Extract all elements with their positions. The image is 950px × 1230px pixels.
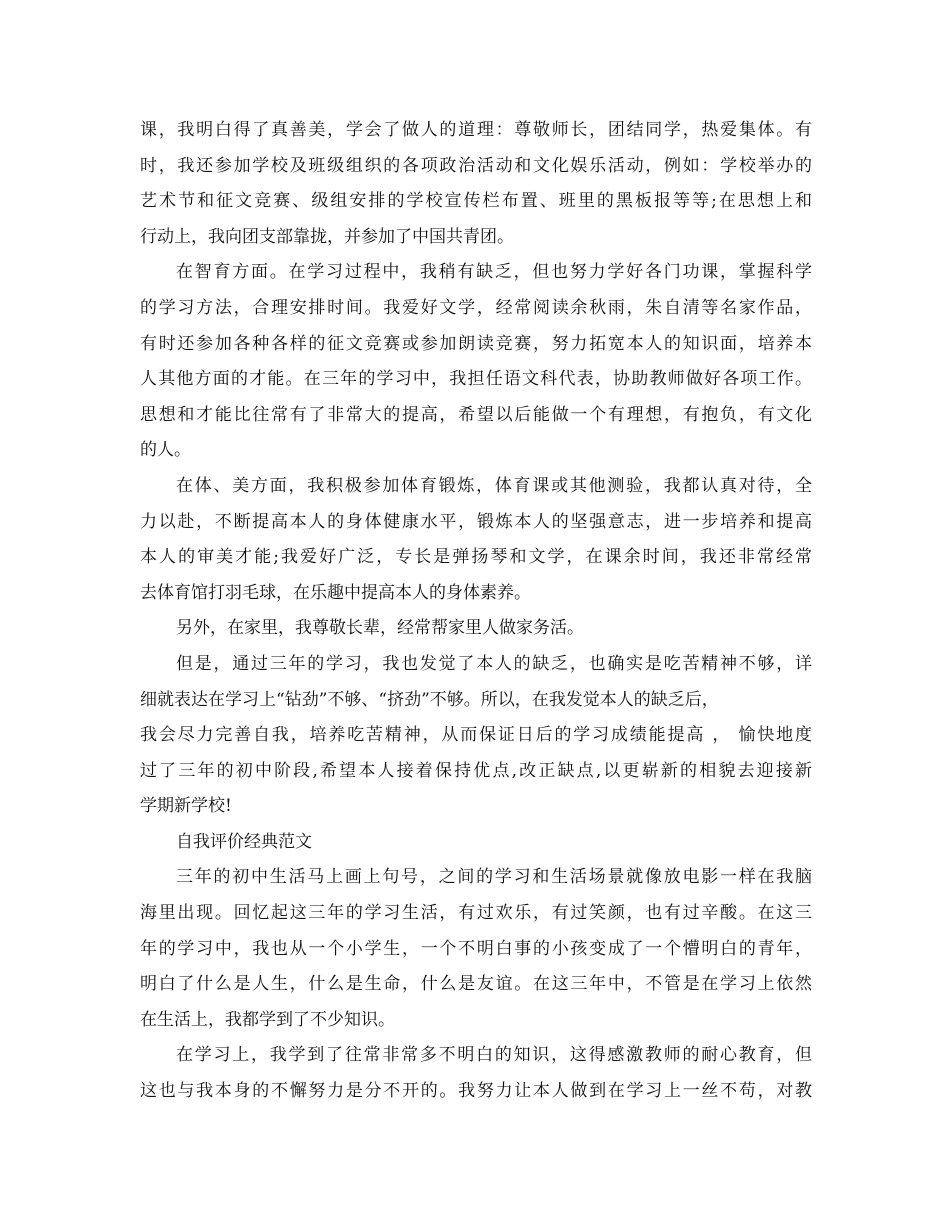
text-line: 时，我还参加学校及班级组织的各项政治活动和文化娱乐活动，例如：学校举办的 (140, 155, 812, 176)
text-line: 课，我明白得了真善美，学会了做人的道理：尊敬师长，团结同学，热爱集体。有 (140, 120, 812, 140)
text-line: 行动上，我向团支部靠拢，并参加了中国共青团。 (140, 226, 514, 247)
text-line: 海里出现。回忆起这三年的学习生活，有过欢乐，有过笑颜，也有过辛酸。在这三 (140, 903, 812, 924)
text-line: 我会尽力完善自我，培养吃苦精神，从而保证日后的学习成绩能提高 ， 愉快地度 (140, 725, 812, 746)
text-line: 有时还参加各种各样的征文竞赛或参加朗读竞赛，努力拓宽本人的知识面，培养本 (140, 333, 812, 354)
text-line: 思想和才能比往常有了非常大的提高，希望以后能做一个有理想，有抱负，有文化 (140, 404, 812, 425)
text-line: 的人。 (140, 440, 191, 461)
text-line: 力以赴，不断提高本人的身体健康水平，锻炼本人的坚强意志，进一步培养和提高 (140, 511, 812, 532)
paragraph-start-line: 自我评价经典范文 (176, 831, 312, 852)
text-line: 人其他方面的才能。在三年的学习中，我担任语文科代表，协助教师做好各项工作。 (140, 369, 812, 390)
text-line: 年的学习中，我也从一个小学生，一个不明白事的小孩变成了一个懵明白的青年， (140, 938, 812, 959)
text-line: 去体育馆打羽毛球，在乐趣中提高本人的身体素养。 (140, 582, 531, 603)
paragraph-start-line: 另外，在家里，我尊敬长辈，经常帮家里人做家务活。 (176, 618, 584, 639)
text-line: 过了三年的初中阶段,希望本人接着保持优点,改正缺点,以更崭新的相貌去迎接新 (140, 760, 812, 781)
text-line: 在生活上，我都学到了不少知识。 (140, 1009, 395, 1030)
paragraph-start-line: 但是，通过三年的学习，我也发觉了本人的缺乏，也确实是吃苦精神不够，详 (176, 653, 812, 674)
text-line: 本人的审美才能;我爱好广泛，专长是弹扬琴和文学，在课余时间，我还非常经常 (140, 547, 812, 568)
body-text (140, 113, 812, 1110)
text-line: 细就表达在学习上“钻劲”不够、“挤劲”不够。所以，在我发觉本人的缺乏后， (140, 689, 719, 710)
text-line: 学期新学校! (140, 796, 232, 817)
text-line: 的学习方法，合理安排时间。我爱好文学，经常阅读余秋雨，朱自清等名家作品， (140, 297, 812, 318)
text-line: 明白了什么是人生，什么是生命，什么是友谊。在这三年中，不管是在学习上依然 (140, 974, 812, 995)
paragraph-start-line: 在智育方面。在学习过程中，我稍有缺乏，但也努力学好各门功课，掌握科学 (176, 262, 812, 283)
paragraph-start-line: 在学习上，我学到了往常非常多不明白的知识，这得感激教师的耐心教育，但 (176, 1045, 812, 1066)
text-line: 艺术节和征文竞赛、级组安排的学校宣传栏布置、班里的黑板报等等;在思想上和 (140, 191, 812, 212)
paragraph-start-line: 在体、美方面，我积极参加体育锻炼，体育课或其他测验，我都认真对待，全 (176, 475, 812, 496)
text-line: 这也与我本身的不懈努力是分不开的。我努力让本人做到在学习上一丝不苟，对教 (140, 1081, 812, 1102)
paragraph-start-line: 三年的初中生活马上画上句号，之间的学习和生活场景就像放电影一样在我脑 (176, 867, 812, 888)
